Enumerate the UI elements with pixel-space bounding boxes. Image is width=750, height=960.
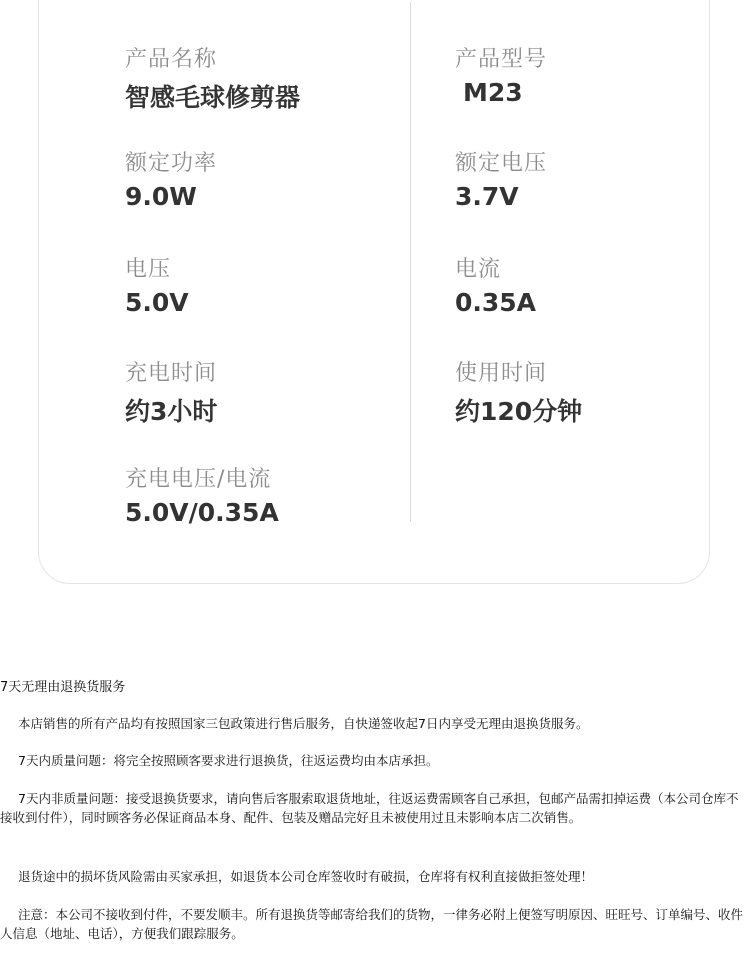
charge-vc-value: 5.0V/0.35A [125, 498, 279, 527]
use-time-value: 约120分钟 [455, 397, 583, 426]
rated-power-label: 额定功率 [125, 151, 218, 176]
rated-voltage-label: 额定电压 [455, 151, 548, 176]
voltage-value: 5.0V [125, 288, 189, 317]
charge-vc-label: 充电电压/电流 [125, 467, 272, 492]
product-name-value: 智感毛球修剪器 [125, 83, 301, 112]
rated-voltage-value: 3.7V [455, 182, 519, 211]
use-time-label: 使用时间 [455, 361, 548, 386]
model-value: M23 [463, 78, 523, 107]
current-label: 电流 [455, 257, 502, 282]
policy-paragraph-1: 本店销售的所有产品均有按照国家三包政策进行售后服务，自快递签收起7日内享受无理由退换货服务。 [18, 716, 589, 731]
policy-paragraph-5: 注意：本公司不接收到付件，不要发顺丰。所有退换货等邮寄给我们的货物，一律务必附上便签写明原因、旺旺号、订单编号、收件人信息（地址、电话），方便我们跟踪服务。 [0, 907, 744, 941]
current-value: 0.35A [455, 288, 537, 317]
voltage-label: 电压 [125, 257, 172, 282]
column-divider [410, 2, 411, 522]
product-name-label: 产品名称 [125, 47, 218, 72]
rated-power-value: 9.0W [125, 182, 197, 211]
model-label: 产品型号 [455, 47, 548, 72]
charge-time-label: 充电时间 [125, 361, 218, 386]
charge-time-value: 约3小时 [125, 397, 218, 426]
policy-paragraph-2: 7天内质量问题：将完全按照顾客要求进行退换货，往返运费均由本店承担。 [18, 753, 439, 768]
policy-title: 7天无理由退换货服务 [0, 680, 126, 695]
policy-paragraph-4: 退货途中的损坏货风险需由买家承担，如退货本公司仓库签收时有破损，仓库将有权利直接做拒签处理！ [18, 869, 594, 884]
policy-paragraph-3: 7天内非质量问题：接受退换货要求，请向售后客服索取退货地址，往返运费需顾客自己承担，包邮产品需扣掉运费（本公司仓库不接收到付件），同时顾客务必保证商品本身、配件、包装及赠品完好且未被使用过且未影响本店二次销售。 [0, 791, 739, 825]
